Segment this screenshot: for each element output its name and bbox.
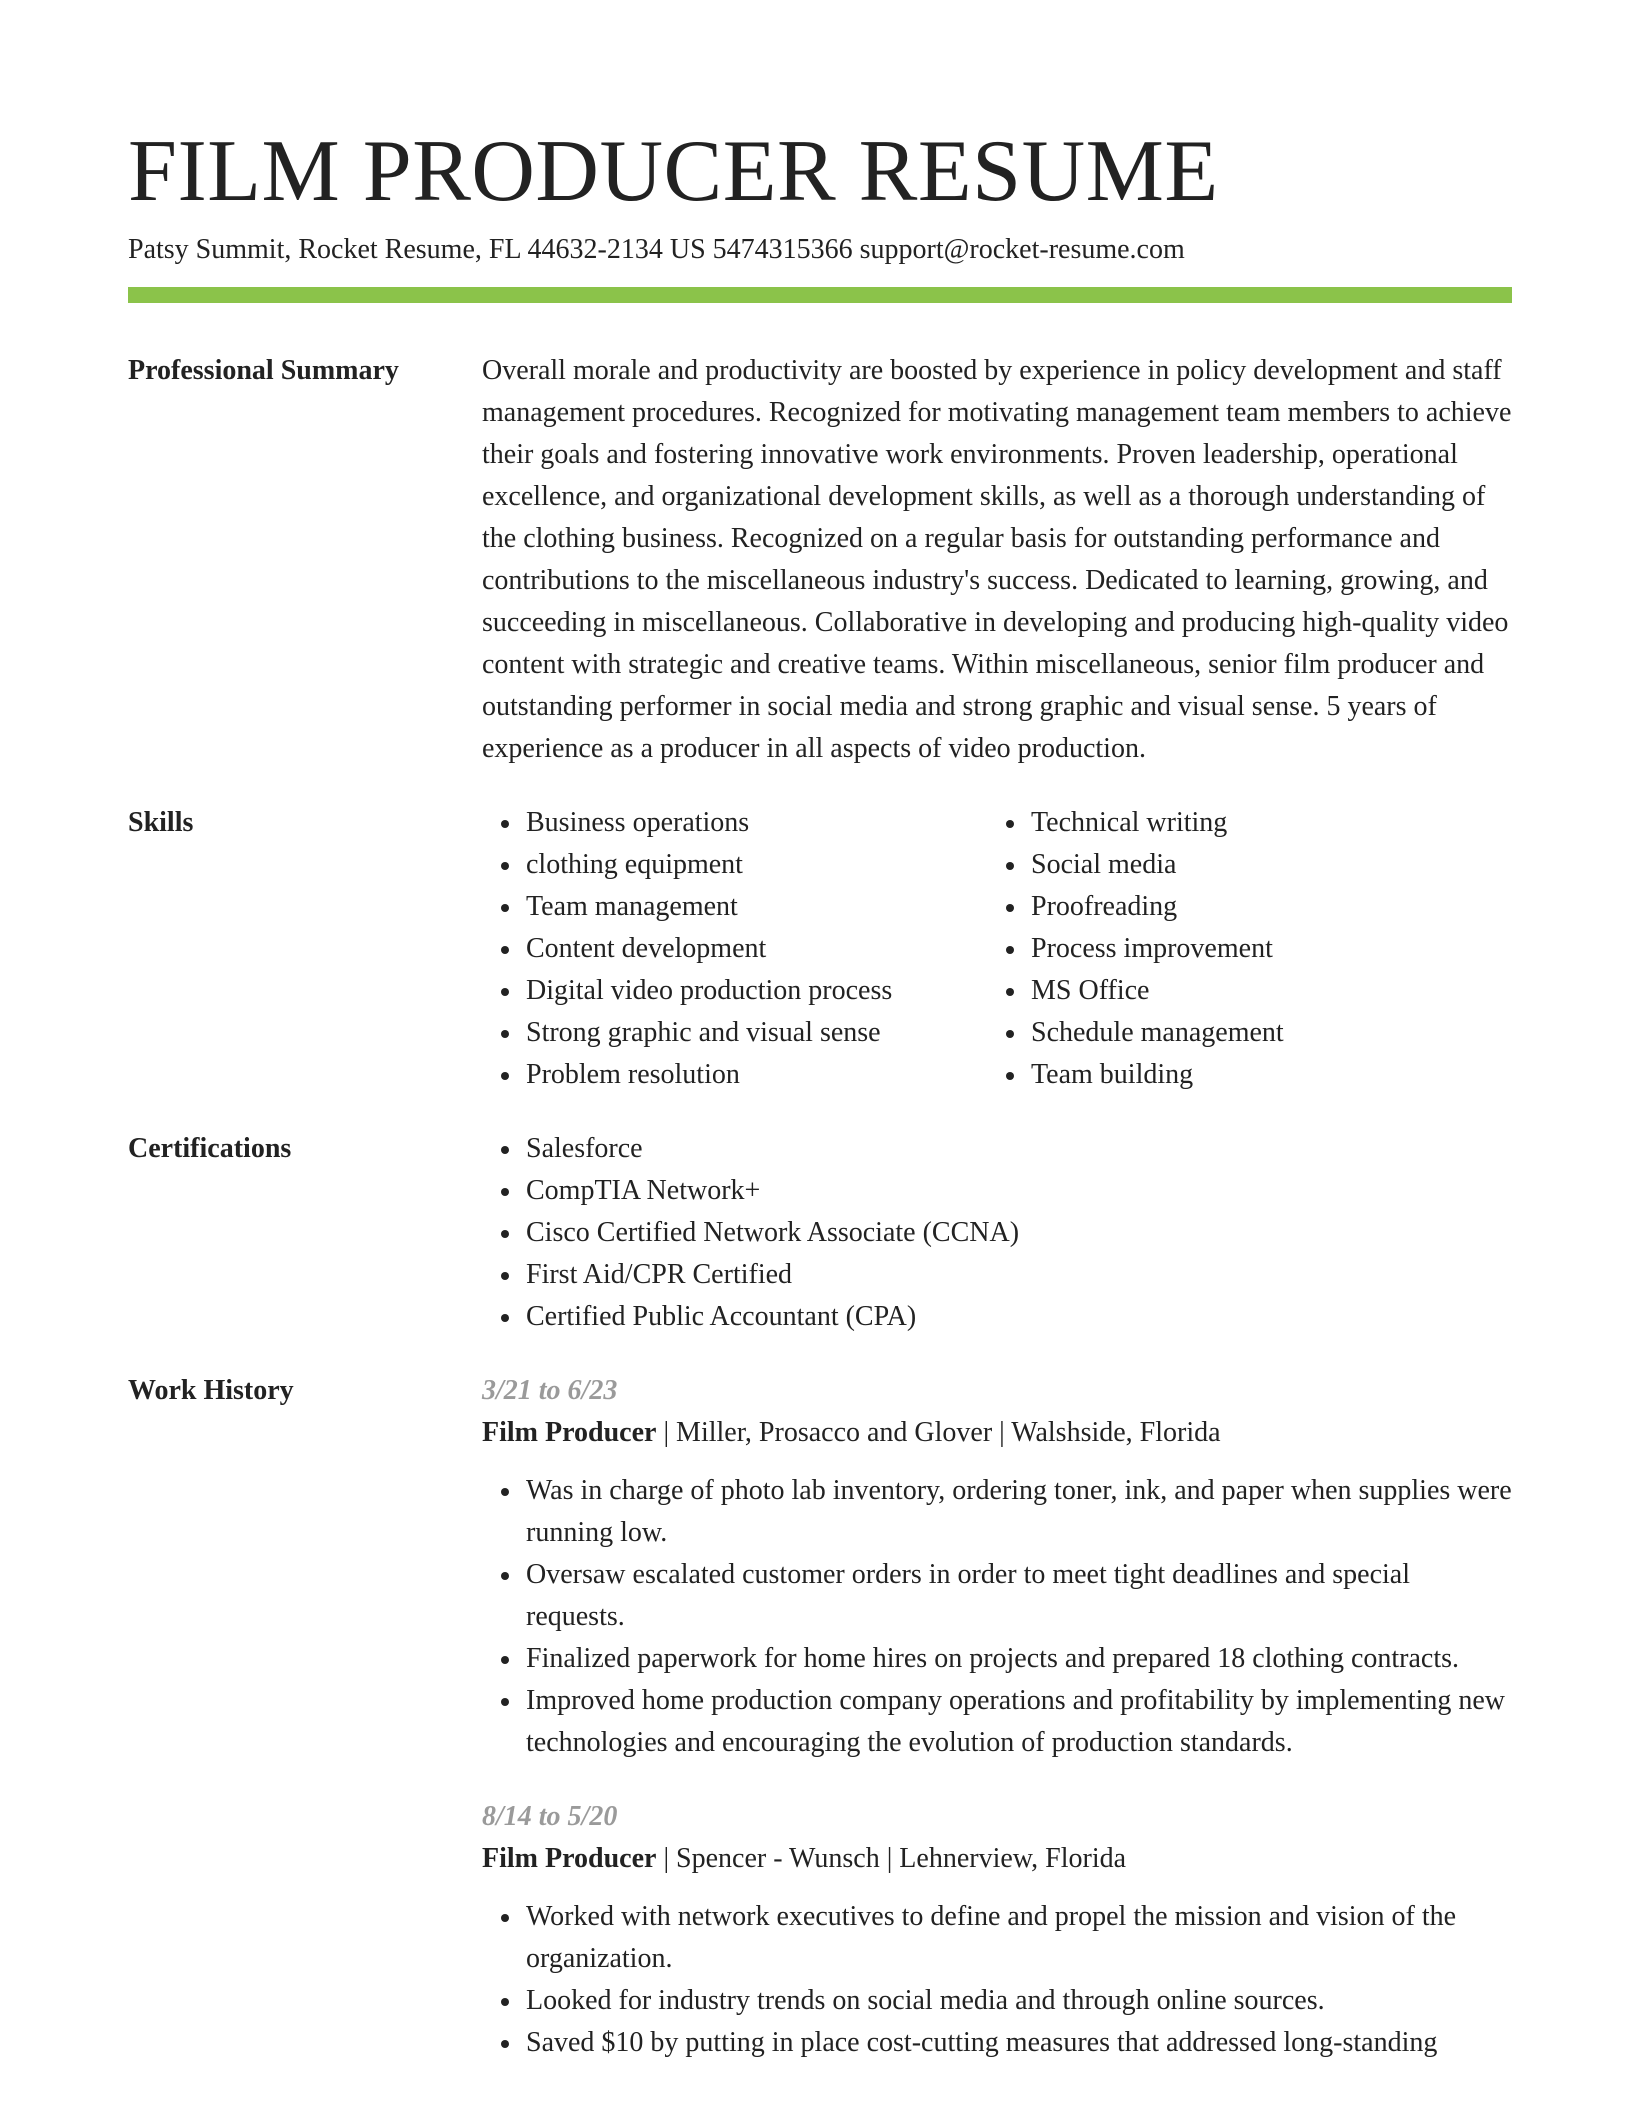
job-entry xyxy=(482,1370,1512,1764)
skill-item: Schedule management xyxy=(1031,1012,1492,1054)
job-bullet: Saved $10 by putting in place cost-cutting measures that addressed long-standing xyxy=(526,2022,1512,2064)
certification-item: Cisco Certified Network Associate (CCNA) xyxy=(526,1212,1512,1254)
section-label-work-history: Work History xyxy=(128,1375,294,1406)
skills-section xyxy=(128,802,1512,1096)
skills-list-left xyxy=(482,802,987,1096)
job-responsibilities xyxy=(482,1470,1512,1764)
work-history-body xyxy=(482,1370,1512,2096)
skill-item: Problem resolution xyxy=(526,1054,987,1096)
job-dates: 8/14 to 5/20 xyxy=(482,1801,618,1832)
contact-line: Patsy Summit, Rocket Resume, FL 44632-2134 US 5474315366 support@rocket-resume.com xyxy=(128,234,1185,265)
skill-item: Content development xyxy=(526,928,987,970)
skill-item: clothing equipment xyxy=(526,844,987,886)
skill-item: Business operations xyxy=(526,802,987,844)
job-bullet: Worked with network executives to define and propel the mission and vision of the organization. xyxy=(526,1896,1512,1980)
job-bullet: Was in charge of photo lab inventory, ordering toner, ink, and paper when supplies were running low. xyxy=(526,1470,1512,1554)
certification-item: First Aid/CPR Certified xyxy=(526,1254,1512,1296)
certifications-list xyxy=(482,1128,1512,1338)
skills-list-right xyxy=(987,802,1492,1096)
certification-item: Salesforce xyxy=(526,1128,1512,1170)
skill-item: Digital video production process xyxy=(526,970,987,1012)
job-dates: 3/21 to 6/23 xyxy=(482,1375,618,1406)
section-label-skills: Skills xyxy=(128,807,194,838)
job-bullet: Looked for industry trends on social media and through online sources. xyxy=(526,1980,1512,2022)
job-employer-location: | Spencer - Wunsch | Lehnerview, Florida xyxy=(656,1843,1127,1874)
professional-summary-section xyxy=(128,350,1512,770)
job-bullet: Oversaw escalated customer orders in order to meet tight deadlines and special requests. xyxy=(526,1554,1512,1638)
skill-item: Proofreading xyxy=(1031,886,1492,928)
certifications-section xyxy=(128,1128,1512,1338)
job-title: Film Producer xyxy=(482,1417,657,1448)
resume-sections xyxy=(128,350,1512,2096)
certification-item: CompTIA Network+ xyxy=(526,1170,1512,1212)
skill-item: Team building xyxy=(1031,1054,1492,1096)
job-bullet: Finalized paperwork for home hires on projects and prepared 18 clothing contracts. xyxy=(526,1638,1512,1680)
job-employer-location: | Miller, Prosacco and Glover | Walshside, Florida xyxy=(656,1417,1221,1448)
summary-text: Overall morale and productivity are boosted by experience in policy development and staff management procedures. Recognized for motivating management team members to achieve their goals and fostering innovative work environments. Proven leadership, operational excellence, and organizational development skills, as well as a thorough understanding of the clothing business. Recognized on a regular basis for outstanding performance and contributions to the miscellaneous industry's success. Dedicated to learning, growing, and succeeding in miscellaneous. Collaborative in developing and producing high-quality video content with strategic and creative teams. Within miscellaneous, senior film producer and outstanding performer in social media and strong graphic and visual sense. 5 years of experience as a producer in all aspects of video production. xyxy=(482,355,1512,764)
section-label-summary: Professional Summary xyxy=(128,355,399,386)
header-divider xyxy=(128,287,1512,303)
skill-item: Social media xyxy=(1031,844,1492,886)
skill-item: Process improvement xyxy=(1031,928,1492,970)
skill-item: Strong graphic and visual sense xyxy=(526,1012,987,1054)
section-label-certifications: Certifications xyxy=(128,1133,292,1164)
certifications-body xyxy=(482,1128,1512,1338)
skills-column-right xyxy=(987,802,1492,1096)
job-bullet: Improved home production company operations and profitability by implementing new technologies and encouraging the evolution of production standards. xyxy=(526,1680,1512,1764)
summary-body xyxy=(482,350,1512,770)
job-title: Film Producer xyxy=(482,1843,657,1874)
job-entry xyxy=(482,1796,1512,2064)
skill-item: Team management xyxy=(526,886,987,928)
skills-grid xyxy=(482,802,1512,1096)
job-heading xyxy=(482,1838,1512,1880)
skill-item: Technical writing xyxy=(1031,802,1492,844)
resume-title: FILM PRODUCER RESUME xyxy=(128,123,1219,220)
work-history-section xyxy=(128,1370,1512,2096)
job-heading xyxy=(482,1412,1512,1454)
certification-item: Certified Public Accountant (CPA) xyxy=(526,1296,1512,1338)
skill-item: MS Office xyxy=(1031,970,1492,1012)
job-responsibilities xyxy=(482,1896,1512,2064)
skills-column-left xyxy=(482,802,987,1096)
